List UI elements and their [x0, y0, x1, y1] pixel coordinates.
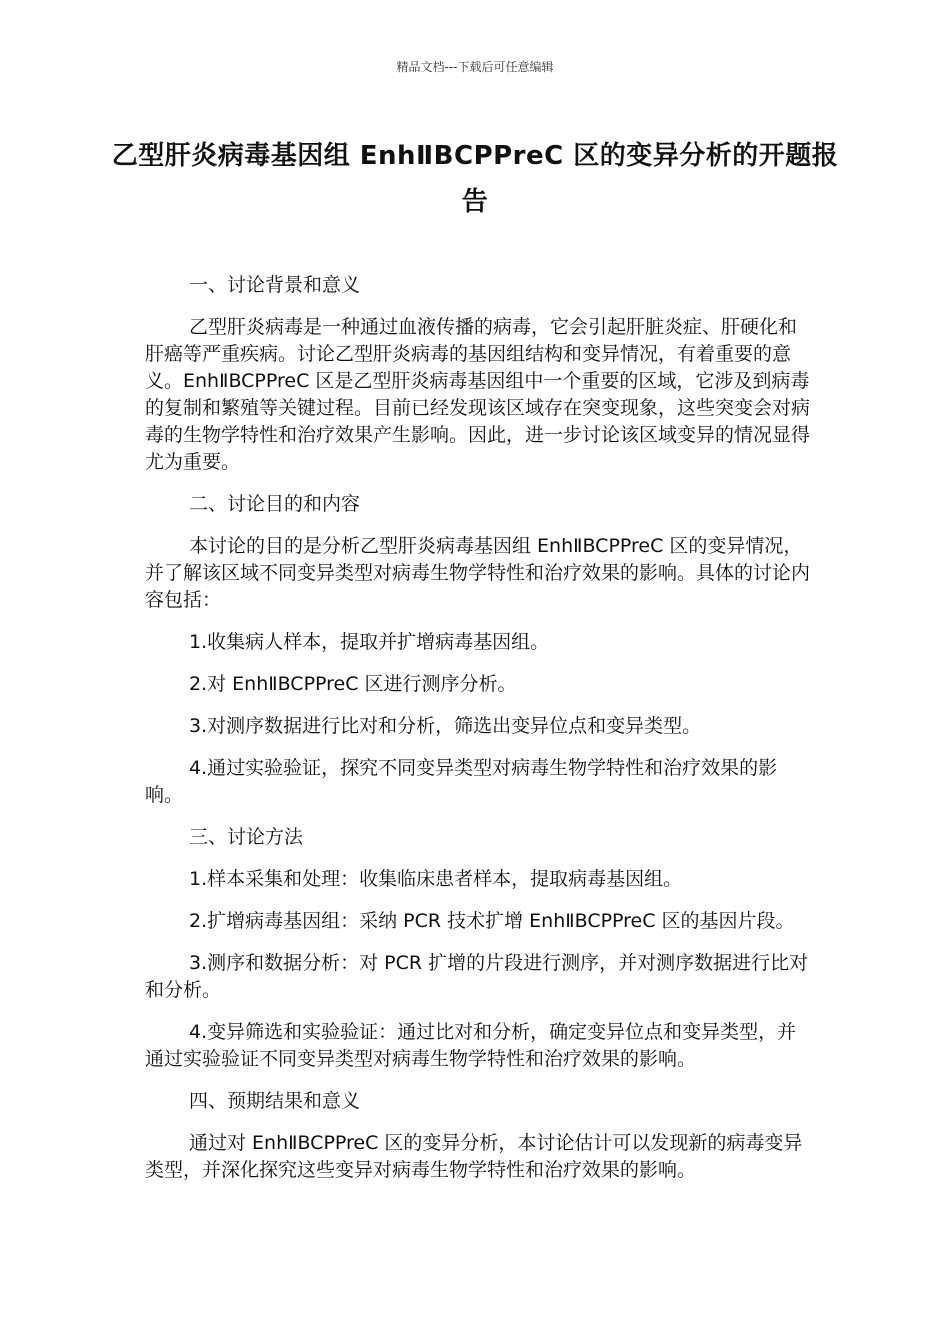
section-methods: [145, 824, 810, 1073]
section-background: [145, 272, 810, 476]
document-body: [145, 272, 810, 1199]
list-item: 1.收集病人样本，提取并扩增病毒基因组。: [189, 631, 550, 653]
list-item: 3.对测序数据进行比对和分析，筛选出变异位点和变异类型。: [189, 715, 702, 737]
list-item: 4.变异筛选和实验验证：通过比对和分析，确定变异位点和变异类型，并通过实验验证不同变异类型对病毒生物学特性和治疗效果的影响。: [145, 1021, 797, 1070]
list-item: 2.对 EnhⅡBCPPreC 区进行测序分析。: [189, 673, 517, 695]
body-paragraph: 通过对 EnhⅡBCPPreC 区的变异分析，本讨论估计可以发现新的病毒变异类型，并深化探究这些变异对病毒生物学特性和治疗效果的影响。: [145, 1132, 803, 1181]
section-heading: 三、讨论方法: [189, 826, 304, 848]
list-item: 1.样本采集和处理：收集临床患者样本，提取病毒基因组。: [189, 868, 683, 890]
section-expected-results: [145, 1088, 810, 1184]
document-title: 乙型肝炎病毒基因组 EnhⅡBCPPreC 区的变异分析的开题报告: [111, 141, 839, 217]
section-heading: 四、预期结果和意义: [189, 1090, 361, 1112]
list-item: 2.扩增病毒基因组：采纳 PCR 技术扩增 EnhⅡBCPPreC 区的基因片段。: [189, 910, 795, 932]
section-heading: 二、讨论目的和内容: [189, 493, 361, 515]
body-paragraph: 本讨论的目的是分析乙型肝炎病毒基因组 EnhⅡBCPPreC 区的变异情况，并了解该区域不同变异类型对病毒生物学特性和治疗效果的影响。具体的讨论内容包括：: [145, 535, 811, 611]
list-item: 3.测序和数据分析：对 PCR 扩增的片段进行测序，并对测序数据进行比对和分析。: [145, 952, 809, 1001]
body-paragraph: 乙型肝炎病毒是一种通过血液传播的病毒，它会引起肝脏炎症、肝硬化和肝癌等严重疾病。讨论乙型肝炎病毒的基因组结构和变异情况，有着重要的意义。EnhⅡBCPPreC 区是乙型肝炎病毒基因组中一个重要的区域，它涉及到病毒的复制和繁殖等关键过程。目前已经发现该区域存在突变现象，这些突变会对病毒的生物学特性和治疗效果产生影响。因此，进一步讨论该区域变异的情况显得尤为重要。: [145, 316, 811, 473]
page-header-note: 精品文档---下载后可任意编辑: [396, 60, 554, 74]
section-objectives: [145, 491, 810, 809]
list-item: 4.通过实验验证，探究不同变异类型对病毒生物学特性和治疗效果的影响。: [145, 757, 778, 806]
section-heading: 一、讨论背景和意义: [189, 274, 361, 296]
